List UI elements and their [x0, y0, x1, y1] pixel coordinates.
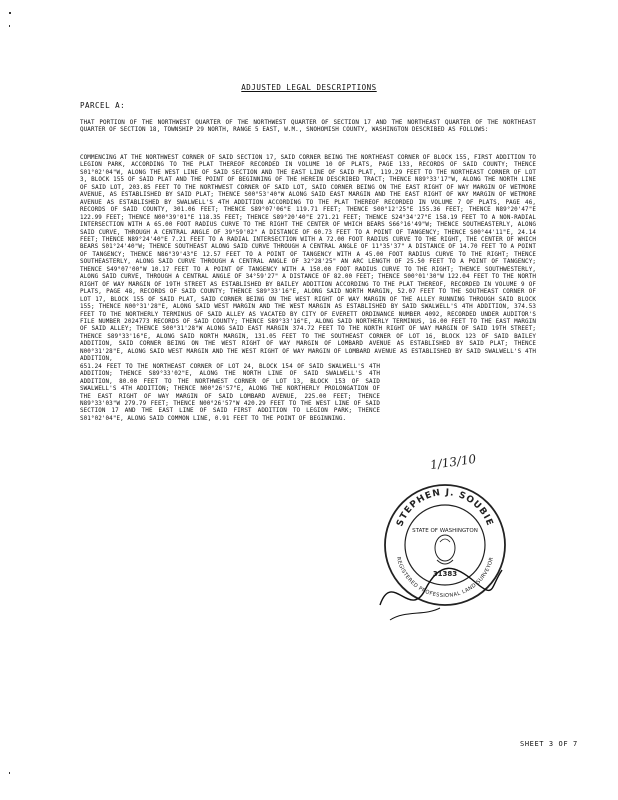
legal-description-paragraph-2-wide: COMMENCING AT THE NORTHWEST CORNER OF SAID SECTION 17, SAID CORNER BEING THE NORTHEAST CORNER OF BLOCK 155, FIRST ADDITION TO LEGION PARK, ACCORDING TO THE PLAT THEREOF RECORDED IN VOLUME 10 OF PLATS, PAGE 133, RECORDS OF SAID COUNTY; THENCE S01°02'04"W, ALONG THE WEST LINE OF SAID SECTION AND THE EAST LINE OF SAID PLAT, 119.29 FEET TO THE NORTHEAST CORNER OF LOT 3, BLOCK 155 OF SAID PLAT AND THE POINT OF BEGINNING OF THE HEREIN DESCRIBED TRACT; THENCE N89°33'17"W, ALONG THE NORTH LINE OF SAID LOT, 203.85 FEET TO THE NORTHWEST CORNER OF SAID LOT, SAID CORNER BEING ON THE EAST RIGHT OF WAY MARGIN OF WETMORE AVENUE, AS ESTABLISHED BY SAID PLAT; THENCE S00°53'40"W ALONG SAID EAST MARGIN AND THE EAST RIGHT OF WAY MARGIN OF WETMORE AVENUE AS ESTABLISHED BY SWALWELL'S 4TH ADDITION ACCORDING TO THE PLAT THEREOF RECORDED IN VOLUME 7 OF PLATS, PAGE 46, RECORDS OF SAID COUNTY, 301.06 FEET; THENCE S89°07'06"E 119.71 FEET; THENCE S00°12'25"E 155.36 FEET; THENCE N89°20'47"E 122.99 FEET; THENCE N00°39'01"E 118.35 FEET; THENCE S89°20'40"E 271.21 FEET; THENCE S24°34'27"E 158.19 FEET TO A NON-RADIAL INTERSECTION WITH A 65.00 FOOT RADIUS CURVE TO THE RIGHT THE CENTER OF WHICH BEARS S66°16'49"W; THENCE SOUTHEASTERLY, ALONG SAID CURVE, THROUGH A CENTRAL ANGLE OF 39°59'02" A DISTANCE OF 60.73 FEET TO A POINT OF TANGENCY; THENCE S00°44'11"E, 24.14 FEET; THENCE N89°24'40"E 7.21 FEET TO A RADIAL INTERSECTION WITH A 72.00 FOOT RADIUS CURVE TO THE RIGHT, THE CENTER OF WHICH BEARS S01°24'40"W; THENCE SOUTHEAST ALONG SAID CURVE THROUGH A CENTRAL ANGLE OF 11°35'37" A DISTANCE OF 14.70 FEET TO A POINT OF TANGENCY; THENCE N86°39'43"E 12.57 FEET TO A POINT OF TANGENCY WITH A 45.00 FOOT RADIUS CURVE TO THE RIGHT; THENCE SOUTHEASTERLY, ALONG SAID CURVE THROUGH A CENTRAL ANGLE OF 32°28'25" AN ARC LENGTH OF 25.50 FEET TO A POINT OF TANGENCY; THENCE S49°07'00"W 10.17 FEET TO A POINT OF TANGENCY WITH A 150.00 FOOT RADIUS CURVE TO THE RIGHT; THENCE SOUTHWESTERLY, ALONG SAID CURVE, THROUGH A CENTRAL ANGLE OF 34°59'27" A DISTANCE OF 82.00 FEET; THENCE S00°01'30"W 122.04 FEET TO THE NORTH RIGHT OF WAY MARGIN OF 19TH STREET AS ESTABLISHED BY BAILEY ADDITION ACCORDING TO THE PLAT THEREOF, RECORDED IN VOLUME 9 OF PLATS, PAGE 48, RECORDS OF SAID COUNTY; THENCE S89°33'16"E, ALONG SAID NORTH MARGIN, 52.07 FEET TO THE SOUTHEAST CORNER OF LOT 17, BLOCK 155 OF SAID PLAT, SAID CORNER BEING ON THE WEST RIGHT OF WAY MARGIN OF THE ALLEY RUNNING THROUGH SAID BLOCK 155; THENCE N00°31'28"E, ALONG SAID WEST MARGIN AND THE WEST MARGIN AS ESTABLISHED BY SAID SWALWELL'S 4TH ADDITION, 374.53 FEET TO THE NORTHERLY TERMINUS OF SAID ALLEY AS VACATED BY CITY OF EVERETT ORDINANCE NUMBER 4092, RECORDED UNDER AUDITOR'S FILE NUMBER 2024773 RECORDS OF SAID COUNTY; THENCE S89°33'16"E, ALONG SAID NORTHERLY TERMINUS, 16.00 FEET TO THE EAST MARGIN OF SAID ALLEY; THENCE S00°31'28"W ALONG SAID EAST MARGIN 374.72 FEET TO THE NORTH RIGHT OF WAY MARGIN OF SAID 19TH STREET; THENCE S89°33'16"E, ALONG SAID NORTH MARGIN, 131.05 FEET TO THE SOUTHEAST CORNER OF LOT 16, BLOCK 123 OF SAID BAILEY ADDITION, SAID CORNER BEING ON THE WEST RIGHT OF WAY MARGIN OF LOMBARD AVENUE AS ESTABLISHED BY SAID PLAT; THENCE N00°31'28"E, ALONG SAID WEST MARGIN AND THE WEST RIGHT OF WAY MARGIN OF LOMBARD AVENUE AS ESTABLISHED BY SAID SWALWELL'S 4TH ADDITION,	[80, 155, 536, 363]
surveyor-seal	[370, 470, 520, 630]
sheet-number: SHEET 3 OF 7	[520, 740, 578, 748]
signature-flourish-icon	[390, 608, 440, 620]
handwritten-date: 1/13/10	[429, 451, 478, 473]
parcel-label: PARCEL A:	[80, 101, 126, 110]
washington-portrait-icon	[435, 535, 455, 564]
seal-state: STATE OF WASHINGTON	[412, 528, 478, 534]
document-title: ADJUSTED LEGAL DESCRIPTIONS	[241, 83, 377, 92]
seal-caption: REGISTERED PROFESSIONAL LAND SURVEYOR	[394, 556, 496, 600]
scan-speck	[9, 25, 10, 27]
scan-speck	[9, 12, 11, 14]
scan-speck	[9, 772, 10, 774]
seal-name: STEPHEN J. SOUBIE	[395, 487, 495, 528]
legal-description-paragraph-1: THAT PORTION OF THE NORTHWEST QUARTER OF THE NORTHWEST QUARTER OF SECTION 17 AND THE NORTHEAST QUARTER OF THE NORTHEAST QUARTER OF SECTION 18, TOWNSHIP 29 NORTH, RANGE 5 EAST, W.M., SNOHOMISH COUNTY, WASHINGTON DESCRIBED AS FOLLOWS:	[80, 120, 536, 134]
seal-registration-number: 31383	[432, 570, 458, 578]
legal-description-paragraph-2-narrow: 651.24 FEET TO THE NORTHEAST CORNER OF LOT 24, BLOCK 154 OF SAID SWALWELL'S 4TH ADDITION; THENCE S89°33'02"E, ALONG THE NORTH LINE OF SAID SWALWELL'S 4TH ADDITION, 80.00 FEET TO THE NORTHWEST CORNER OF LOT 13, BLOCK 153 OF SAID SWALWELL'S 4TH ADDITION; THENCE N00°26'57"E, ALONG THE NORTHERLY PROLONGATION OF THE EAST RIGHT OF WAY MARGIN OF SAID LOMBARD AVENUE, 225.00 FEET; THENCE N89°33'03"W 279.79 FEET; THENCE N00°26'57"W 420.29 FEET TO THE WEST LINE OF SAID SECTION 17 AND THE EAST LINE OF SAID FIRST ADDITION TO LEGION PARK; THENCE S01°02'04"E, ALONG SAID COMMON LINE, 0.91 FEET TO THE POINT OF BEGINNING.	[80, 363, 380, 422]
seal-outer-ring	[385, 485, 505, 605]
legal-description-paragraph-2	[80, 155, 536, 423]
